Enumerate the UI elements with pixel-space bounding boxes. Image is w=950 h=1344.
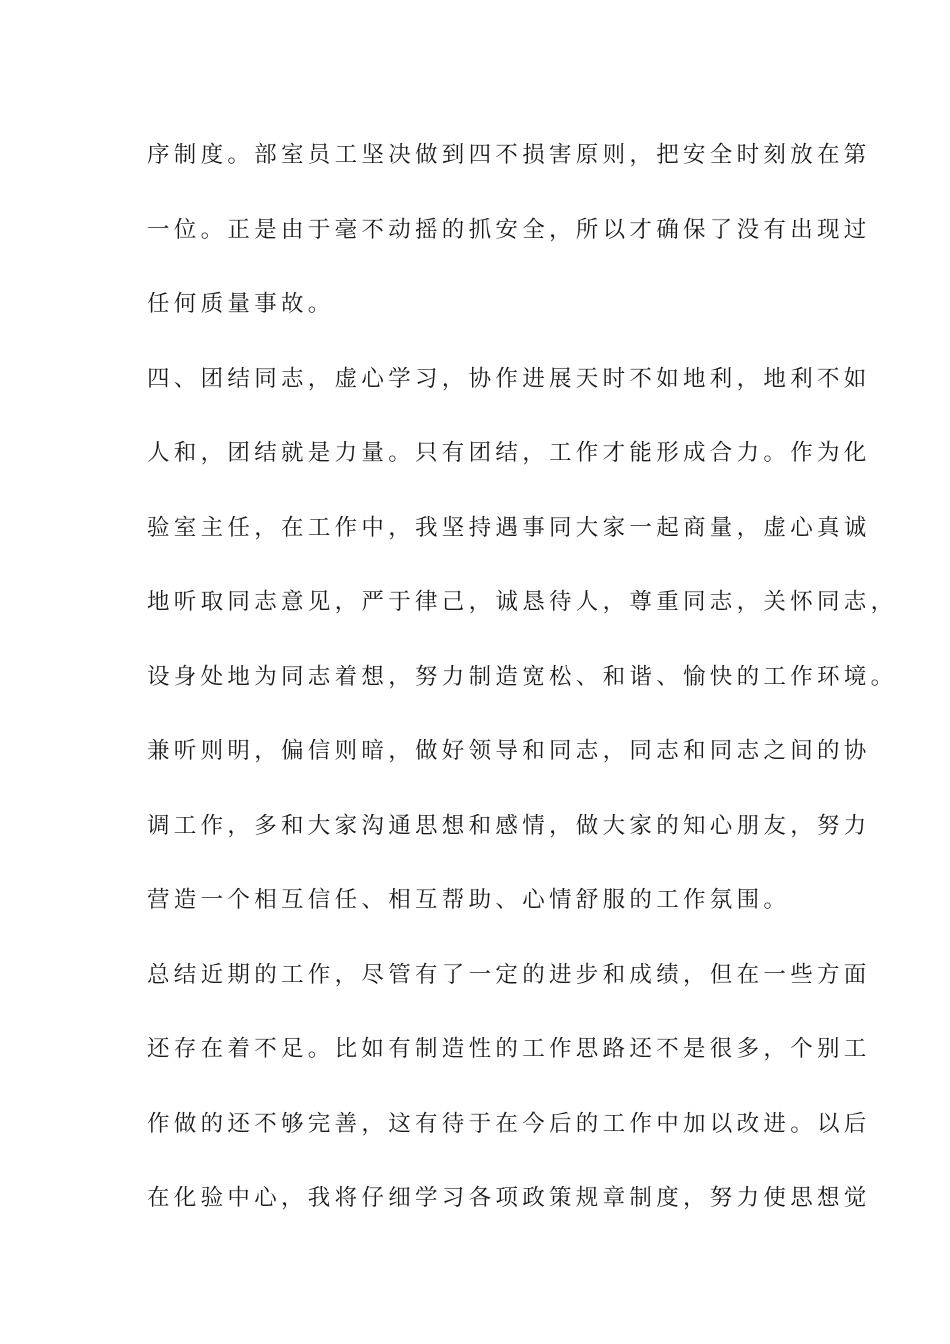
text-line-10: 调工作，多和大家沟通思想和感情，做大家的知心朋友，努力 xyxy=(147,812,871,839)
text-line-13: 还存在着不足。比如有制造性的工作思路还不是很多，个别工 xyxy=(147,1036,871,1062)
text-line-2: 一位。正是由于毫不动摇的抓安全，所以才确保了没有出现过 xyxy=(147,216,871,243)
text-line-6: 验室主任，在工作中，我坚持遇事同大家一起商量，虚心真诚 xyxy=(147,514,871,541)
text-line-9: 兼听则明，偏信则暗，做好领导和同志，同志和同志之间的协 xyxy=(147,738,871,764)
text-line-15: 在化验中心，我将仔细学习各项政策规章制度，努力使思想觉 xyxy=(147,1185,871,1211)
text-line-3: 任何质量事故。 xyxy=(147,291,335,317)
text-line-14: 作做的还不够完善，这有待于在今后的工作中加以改进。以后 xyxy=(147,1110,871,1137)
text-line-5: 人和，团结就是力量。只有团结，工作才能形成合力。作为化 xyxy=(147,440,871,466)
text-line-12: 总结近期的工作，尽管有了一定的进步和成绩，但在一些方面 xyxy=(147,961,871,988)
text-line-7: 地听取同志意见，严于律己，诚恳待人，尊重同志，关怀同志， xyxy=(147,589,898,615)
text-line-1: 序制度。部室员工坚决做到四不损害原则，把安全时刻放在第 xyxy=(147,142,871,168)
text-line-11: 营造一个相互信任、相互帮助、心情舒服的工作氛围。 xyxy=(147,887,791,913)
text-line-4: 四、团结同志，虚心学习，协作进展天时不如地利，地利不如 xyxy=(147,365,871,392)
text-line-8: 设身处地为同志着想，努力制造宽松、和谐、愉快的工作环境。 xyxy=(147,663,898,690)
body-text xyxy=(147,130,898,1248)
